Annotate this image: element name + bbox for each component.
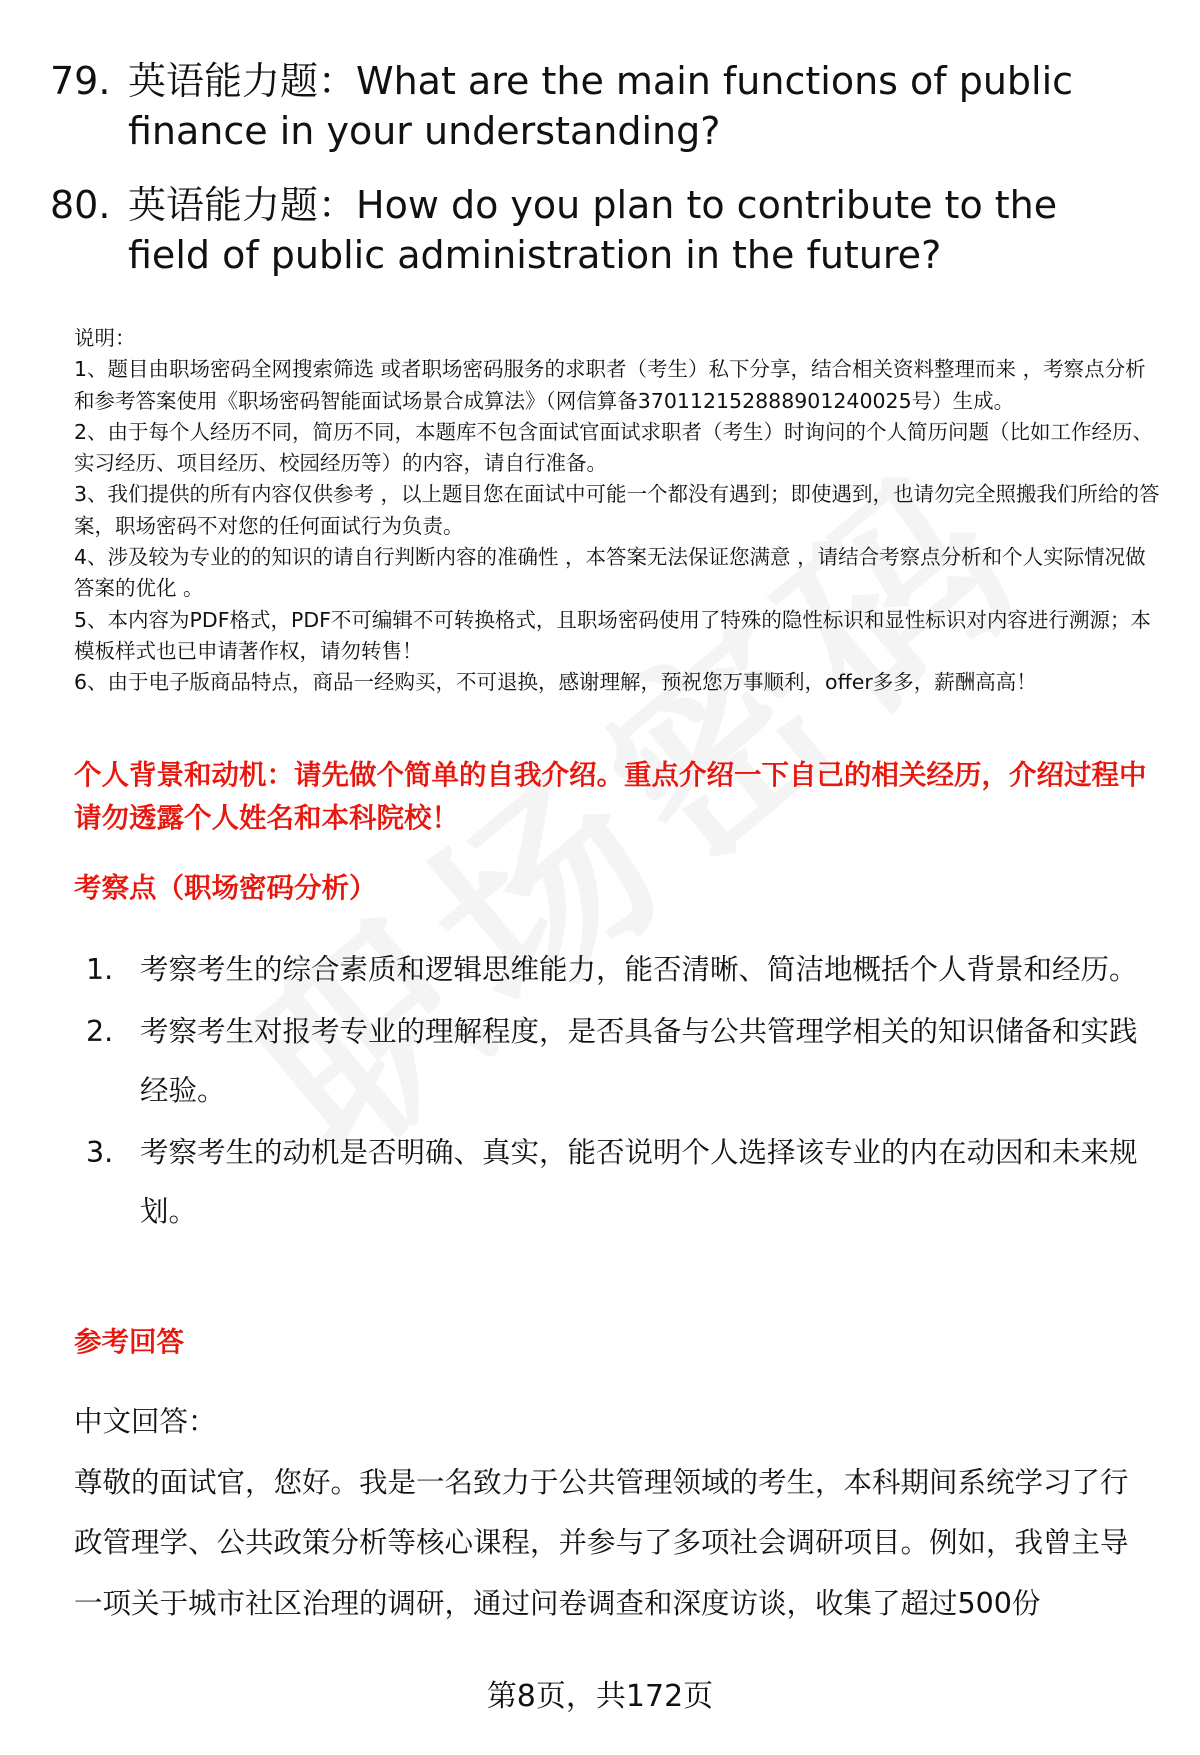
reference-title: 参考回答 <box>74 1326 184 1358</box>
point-text: 考察考生的综合素质和逻辑思维能力，能否清晰、简洁地概括个人背景和经历。 <box>140 953 1138 986</box>
analysis-points <box>74 940 1154 1244</box>
note-item: 6、由于电子版商品特点，商品一经购买，不可退换，感谢理解，预祝您万事顺利，offer多多，薪酬高高！ <box>74 670 1037 695</box>
note-item: 4、涉及较为专业的的知识的请自行判断内容的准确性 ，本答案无法保证您满意 ，请结合考察点分析和个人实际情况做答案的优化 。 <box>74 545 1146 601</box>
reference-answer <box>74 1392 1154 1634</box>
page-footer: 第8页，共172页 <box>486 1679 714 1714</box>
answer-body: 尊敬的面试官，您好。我是一名致力于公共管理领域的考生，本科期间系统学习了行政管理学、公共政策分析等核心课程，并参与了多项社会调研项目。例如，我曾主导一项关于城市社区治理的调研，通过问卷调查和深度访谈，收集了超过500份 <box>74 1465 1129 1620</box>
analysis-point <box>74 1002 1154 1120</box>
note-item: 3、我们提供的所有内容仅供参考 ，以上题目您在面试中可能一个都没有遇到；即使遇到，也请勿完全照搬我们所给的答案，职场密码不对您的任何面试行为负责。 <box>74 482 1160 538</box>
answer-subtitle: 中文回答： <box>74 1405 217 1438</box>
notes-heading: 说明： <box>74 326 136 350</box>
note-item: 2、由于每个人经历不同，简历不同，本题库不包含面试官面试求职者（考生）时询问的个人简历问题（比如工作经历、实习经历、项目经历、校园经历等）的内容，请自行准备。 <box>74 419 1154 476</box>
question-list <box>50 56 1150 304</box>
interview-question-title: 个人背景和动机：请先做个简单的自我介绍。重点介绍一下自己的相关经历，介绍过程中请勿透露个人姓名和本科院校！ <box>74 759 1147 834</box>
point-number: 2. <box>86 1015 114 1048</box>
note-item: 5、本内容为PDF格式，PDF不可编辑不可转换格式，且职场密码使用了特殊的隐性标识和显性标识对内容进行溯源；本模板样式也已申请著作权，请勿转售！ <box>74 607 1151 663</box>
question-item <box>50 56 1150 156</box>
question-number: 80. <box>50 183 111 227</box>
analysis-point <box>74 940 1154 999</box>
point-number: 1. <box>86 953 114 986</box>
point-text: 考察考生对报考专业的理解程度，是否具备与公共管理学相关的知识储备和实践经验。 <box>140 1015 1138 1107</box>
point-text: 考察考生的动机是否明确、真实，能否说明个人选择该专业的内在动因和未来规划。 <box>140 1136 1138 1228</box>
note-item: 1、题目由职场密码全网搜索筛选 或者职场密码服务的求职者（考生）私下分享，结合相关资料整理而来 ，考察点分析和参考答案使用《职场密码智能面试场景合成算法》（网信算备370112152888901240025号）生成。 <box>74 357 1146 413</box>
point-number: 3. <box>86 1136 114 1169</box>
question-number: 79. <box>50 59 111 103</box>
notes-section <box>74 323 1160 699</box>
question-text: 英语能力题：How do you plan to contribute to the field of public administration in the future? <box>128 183 1058 277</box>
question-text: 英语能力题：What are the main functions of public finance in your understanding? <box>128 59 1074 153</box>
question-item <box>50 180 1150 280</box>
analysis-title: 考察点（职场密码分析） <box>74 872 377 904</box>
analysis-point <box>74 1123 1154 1241</box>
